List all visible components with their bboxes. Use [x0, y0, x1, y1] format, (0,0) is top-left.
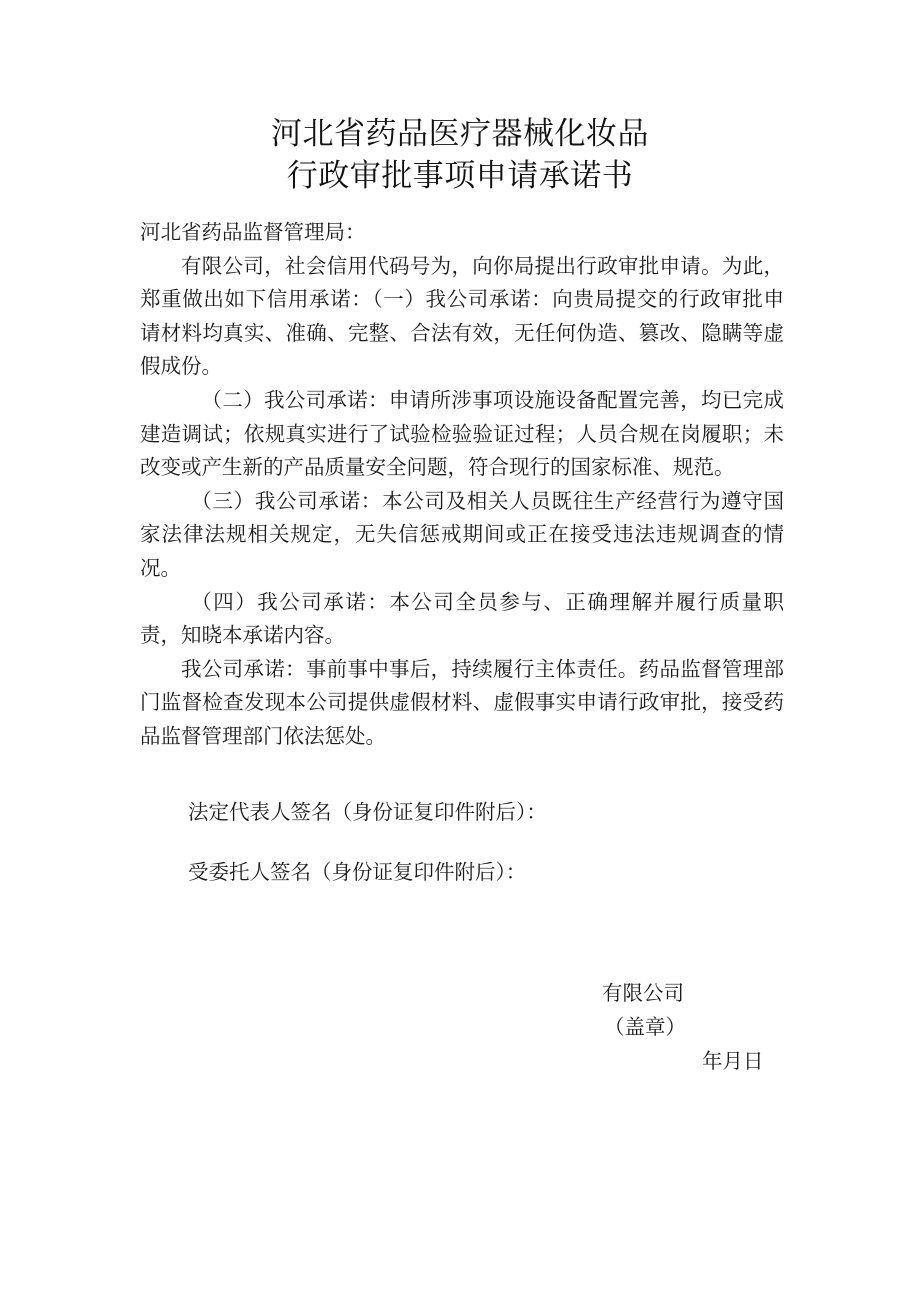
stamp-label: （盖章）	[604, 1015, 686, 1039]
agent-signature-line: 受委托人签名（身份证复印件附后）：	[188, 860, 527, 884]
document-title-line-1: 河北省药品医疗器械化妆品	[271, 116, 649, 152]
paragraph-commitment-2: （二）我公司承诺：申请所涉事项设施设备配置完善，均已完成建造调试；依规真实进行了试验检验验证过程；人员合规在岗履职；未改变或产生新的产品质量安全问题，符合现行的国家标准、规范。	[140, 387, 784, 480]
paragraph-commitment-4: （四）我公司承诺：本公司全员参与、正确理解并履行质量职责，知晓本承诺内容。	[140, 589, 784, 648]
paragraph-commitment-3: （三）我公司承诺：本公司及相关人员既往生产经营行为遵守国家法律法规相关规定，无失信惩戒期间或正在接受违法违规调查的情况。	[140, 488, 784, 580]
date-line: 年月日	[702, 1049, 764, 1073]
document-body	[140, 216, 784, 754]
legal-representative-signature-line: 法定代表人签名（身份证复印件附后）：	[188, 800, 547, 824]
paragraph-commitment-1: 有限公司，社会信用代码号为，向你局提出行政审批申请。为此，郑重做出如下信用承诺：（一）我公司承诺：向贵局提交的行政审批申请材料均真实、准确、完整、合法有效，无任何伪造、篡改、隐瞒等虚假成份。	[140, 253, 784, 379]
salutation: 河北省药品监督管理局：	[140, 220, 366, 244]
document-title-line-2: 行政审批事项申请承诺书	[286, 158, 634, 194]
paragraph-commitment-5: 我公司承诺：事前事中事后，持续履行主体责任。药品监督管理部门监督检查发现本公司提供虚假材料、虚假事实申请行政审批，接受药品监督管理部门依法惩处。	[140, 656, 784, 748]
company-name: 有限公司	[602, 981, 684, 1005]
